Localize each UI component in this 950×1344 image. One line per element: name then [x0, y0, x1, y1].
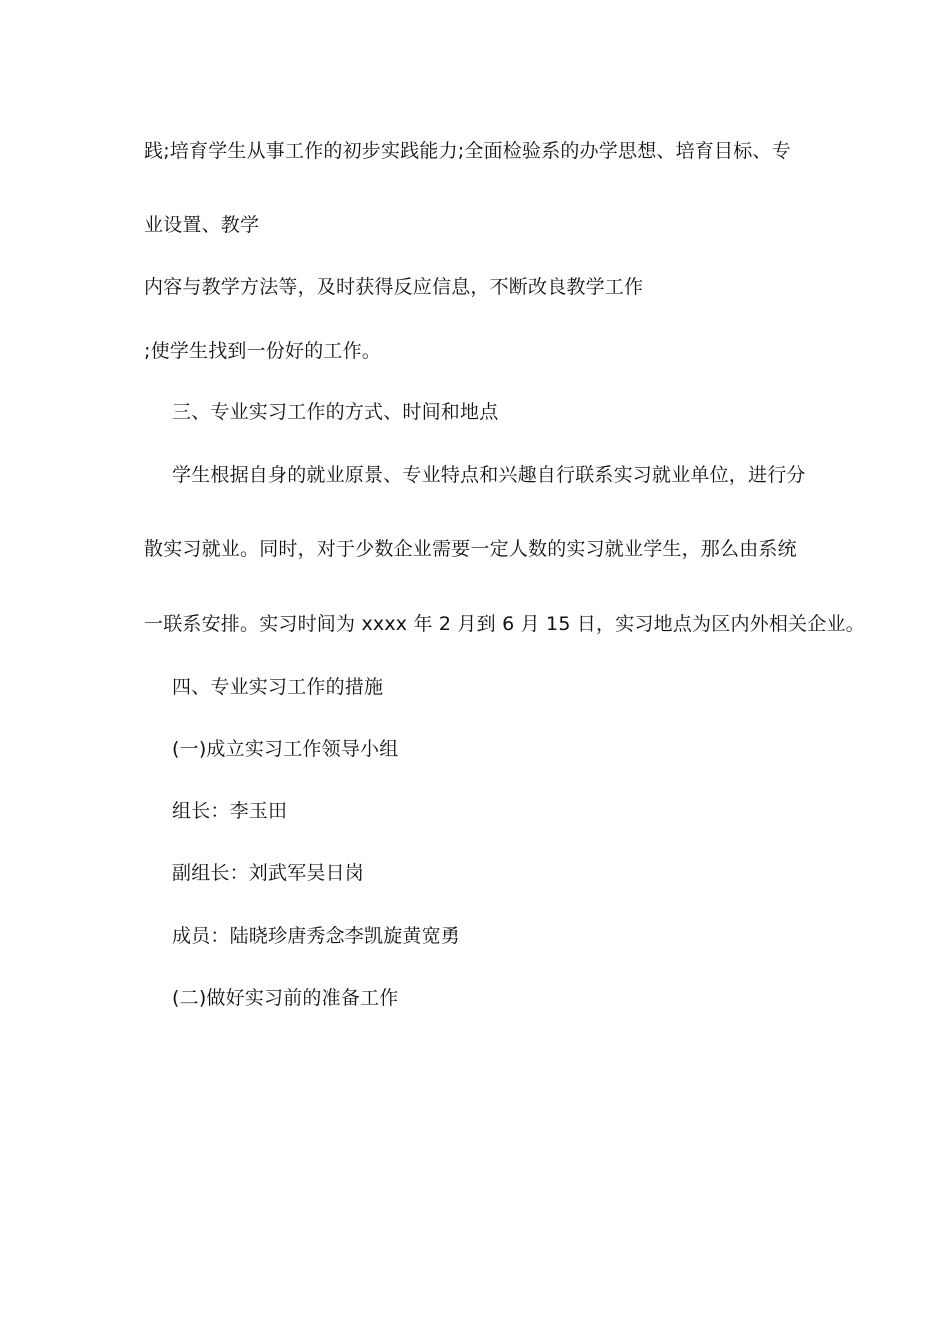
subsection-heading: (一)成立实习工作领导小组 — [172, 738, 399, 760]
subsection-heading: (二)做好实习前的准备工作 — [172, 987, 399, 1009]
paragraph-line: 散实习就业。同时，对于少数企业需要一定人数的实习就业学生，那么由系统 — [144, 538, 797, 560]
section-heading: 四、专业实习工作的措施 — [172, 676, 384, 698]
members-line: 成员：陆晓珍唐秀念李凯旋黄宽勇 — [172, 925, 461, 947]
paragraph-line: 业设置、教学 — [144, 214, 260, 236]
team-leader-line: 组长：李玉田 — [172, 800, 288, 822]
paragraph-line: 一联系安排。实习时间为 xxxx 年 2 月到 6 月 15 日，实习地点为区内外相关企业。 — [144, 613, 865, 635]
paragraph-line: 学生根据自身的就业原景、专业特点和兴趣自行联系实习就业单位，进行分 — [172, 464, 806, 486]
paragraph-line: ;使学生找到一份好的工作。 — [144, 340, 382, 362]
paragraph-line: 内容与教学方法等，及时获得反应信息，不断改良教学工作 — [144, 276, 644, 298]
paragraph-line: 践;培育学生从事工作的初步实践能力;全面检验系的办学思想、培育目标、专 — [144, 140, 791, 162]
section-heading: 三、专业实习工作的方式、时间和地点 — [172, 401, 499, 423]
deputy-leader-line: 副组长：刘武军吴日岗 — [172, 862, 365, 884]
